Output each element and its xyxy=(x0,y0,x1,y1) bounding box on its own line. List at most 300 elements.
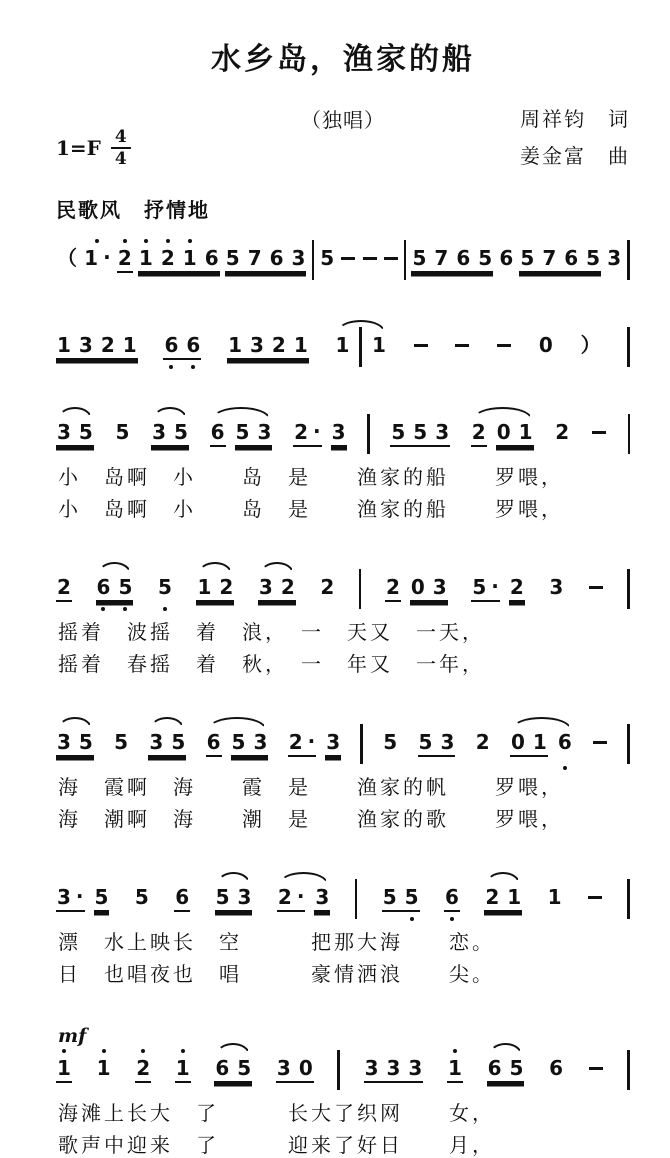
note xyxy=(183,247,197,269)
slur-arc xyxy=(260,562,294,574)
beam xyxy=(519,247,601,273)
beam xyxy=(56,247,78,269)
note-text: 6 xyxy=(269,246,284,270)
note-group xyxy=(498,247,514,269)
note-group xyxy=(225,247,307,273)
beam xyxy=(548,1057,564,1079)
meta-row xyxy=(56,102,630,176)
lyric-line: 小 岛啊 小 岛 是 渔家的船 罗喂， xyxy=(58,467,564,489)
barline xyxy=(359,569,362,609)
score xyxy=(56,231,630,1158)
note-text: 3 xyxy=(57,885,71,909)
note-group xyxy=(138,247,220,273)
note-text: 5 xyxy=(383,730,398,754)
beam xyxy=(580,334,602,356)
note xyxy=(472,421,486,443)
beam xyxy=(383,247,399,260)
beam xyxy=(196,576,234,602)
note xyxy=(278,886,305,908)
note-text: 5 xyxy=(114,730,129,754)
beam xyxy=(498,247,514,269)
lyricist-credit: 周祥钧 词 xyxy=(520,109,630,131)
beam xyxy=(410,576,448,602)
note-text: 2 xyxy=(509,575,524,599)
note-text: 6 xyxy=(164,333,179,357)
note xyxy=(478,247,492,269)
note-group xyxy=(383,247,399,260)
beam xyxy=(606,247,622,269)
note-text: 6 xyxy=(564,246,579,270)
note xyxy=(237,1057,251,1079)
beam xyxy=(471,576,500,602)
note-text: 1 xyxy=(182,246,197,270)
beam xyxy=(225,247,307,273)
beam xyxy=(277,886,306,912)
note-text: 5 xyxy=(235,420,250,444)
beam xyxy=(371,334,387,367)
note xyxy=(372,334,386,367)
note-row xyxy=(56,318,630,367)
note-text: 3 xyxy=(57,420,71,444)
beam xyxy=(276,1057,314,1083)
note xyxy=(250,334,264,356)
beam xyxy=(487,1057,525,1083)
note xyxy=(226,247,240,269)
dynamic-marking: mf xyxy=(58,1025,87,1047)
note-text: 3 xyxy=(364,1056,379,1080)
time-signature-denominator: 4 xyxy=(111,147,131,168)
note-text: 2 xyxy=(277,885,292,909)
note xyxy=(57,886,84,908)
note-text: 2 xyxy=(555,420,570,444)
upper-octave-dot xyxy=(95,239,99,243)
note-group xyxy=(510,731,573,757)
slur-arc xyxy=(473,407,532,419)
note xyxy=(510,1057,524,1079)
upper-octave-dot xyxy=(188,239,192,243)
note-group xyxy=(475,731,491,753)
note-group xyxy=(56,334,138,360)
note-group xyxy=(206,731,269,757)
note-text: 6 xyxy=(206,730,221,754)
beam xyxy=(557,731,573,757)
note xyxy=(197,576,211,598)
note-group xyxy=(588,1057,604,1070)
note xyxy=(542,247,556,269)
beam xyxy=(385,576,401,602)
note-text: 2 xyxy=(280,575,295,599)
barline xyxy=(337,1050,340,1090)
music-system xyxy=(56,715,630,832)
note-text: 1 xyxy=(448,1056,462,1080)
note xyxy=(472,576,499,598)
beam xyxy=(364,1057,424,1083)
beam xyxy=(113,731,129,753)
beam xyxy=(325,731,341,757)
note-text: 1 xyxy=(507,885,522,909)
note-text: 1 xyxy=(57,1056,71,1080)
note xyxy=(405,886,419,908)
note-group xyxy=(548,1057,564,1079)
note-group xyxy=(496,334,512,347)
note-group xyxy=(547,886,563,908)
note-text: 3 xyxy=(440,730,455,754)
duration-dash xyxy=(589,586,603,589)
note xyxy=(445,886,459,908)
beam xyxy=(206,731,222,757)
lower-octave-dot xyxy=(169,365,173,369)
beam xyxy=(231,731,269,757)
beam xyxy=(588,576,604,589)
upper-octave-dot xyxy=(166,239,170,243)
note-text: 7 xyxy=(542,246,557,270)
note-text: 6 xyxy=(557,730,572,754)
beam xyxy=(548,576,564,598)
note-text: 6 xyxy=(204,246,219,270)
beam xyxy=(135,1057,151,1083)
note-text: 2 xyxy=(100,333,115,357)
note xyxy=(549,576,563,598)
note-group xyxy=(411,247,493,273)
upper-octave-dot xyxy=(144,239,148,243)
duration-dash xyxy=(455,344,469,347)
note xyxy=(118,576,132,598)
note xyxy=(511,731,525,753)
beam xyxy=(418,731,456,757)
note-text: 5 xyxy=(115,420,130,444)
lower-octave-dot xyxy=(101,607,105,611)
note-group xyxy=(196,576,234,602)
note xyxy=(228,334,242,356)
note-text: 0 xyxy=(538,333,553,357)
note xyxy=(57,731,71,753)
note-text: 1 xyxy=(197,575,212,599)
note xyxy=(79,334,93,356)
note-group xyxy=(148,731,186,757)
note xyxy=(123,334,137,356)
note xyxy=(336,334,350,367)
beam xyxy=(314,886,330,912)
note xyxy=(564,247,578,269)
note xyxy=(507,886,521,908)
note-group xyxy=(606,247,622,269)
note-row xyxy=(56,870,630,919)
note-group xyxy=(385,576,448,602)
barline xyxy=(628,414,631,454)
note-text: 5 xyxy=(237,1056,252,1080)
note-text: 5 xyxy=(157,575,172,599)
note xyxy=(294,421,321,443)
note-text: 1 xyxy=(228,333,242,357)
note xyxy=(253,731,267,753)
note-text: 2 xyxy=(475,730,490,754)
note xyxy=(332,421,346,443)
note-text: 3 xyxy=(432,575,447,599)
beam xyxy=(56,576,72,602)
note-text: 3 xyxy=(253,730,268,754)
note-text: 3 xyxy=(152,420,167,444)
barline xyxy=(627,569,630,609)
note-text: 6 xyxy=(499,246,514,270)
note-group xyxy=(382,886,420,912)
slur-arc xyxy=(216,1043,250,1055)
slur-arc xyxy=(512,717,571,729)
upper-octave-dot xyxy=(141,1049,145,1053)
barline xyxy=(627,1050,630,1090)
note-group xyxy=(163,334,201,360)
note xyxy=(171,731,185,753)
note-group xyxy=(210,421,273,447)
music-system xyxy=(56,1025,630,1158)
beam xyxy=(413,334,429,347)
note-group xyxy=(471,421,534,447)
note-text: 5 xyxy=(231,730,246,754)
credits xyxy=(520,102,630,176)
note-text: 5 xyxy=(418,730,433,754)
note-text: 5 xyxy=(586,246,601,270)
beam xyxy=(56,731,94,757)
note-group xyxy=(319,247,335,269)
note-group xyxy=(340,247,356,260)
note xyxy=(386,576,400,598)
note-text: 1 xyxy=(547,885,562,909)
augmentation-dot: · xyxy=(307,729,316,753)
note xyxy=(476,731,490,753)
beam xyxy=(56,421,94,447)
note-row xyxy=(56,405,630,454)
beam xyxy=(235,421,273,447)
note-text: 6 xyxy=(96,575,111,599)
music-system xyxy=(56,560,630,677)
duration-dash xyxy=(588,896,602,899)
barline xyxy=(627,879,630,919)
note-text: 0 xyxy=(410,575,425,599)
lower-octave-dot xyxy=(163,607,167,611)
note-text: 5 xyxy=(174,420,188,444)
barline xyxy=(359,327,362,367)
note xyxy=(205,247,219,269)
note xyxy=(270,247,284,269)
music-system xyxy=(56,318,630,367)
note-text: 7 xyxy=(434,246,449,270)
beam xyxy=(96,1057,112,1079)
note xyxy=(236,421,250,443)
barline xyxy=(312,240,315,280)
slur-arc xyxy=(337,320,385,332)
note-text: 3 xyxy=(549,575,564,599)
note-group xyxy=(454,334,470,347)
note-text: 3 xyxy=(149,730,164,754)
key-signature xyxy=(56,120,131,176)
note-group xyxy=(554,421,570,443)
upper-octave-dot xyxy=(102,1049,106,1053)
beam xyxy=(382,731,398,753)
beam xyxy=(471,421,487,447)
music-system xyxy=(56,231,630,280)
lyric-line: 海 霞啊 海 霞 是 渔家的帆 罗喂， xyxy=(58,777,564,799)
note xyxy=(520,247,534,269)
note-group xyxy=(56,731,94,757)
note-text: 2 xyxy=(57,575,71,599)
note-group xyxy=(115,421,131,443)
note xyxy=(97,576,111,598)
note xyxy=(558,731,572,757)
lyric-line: 漂 水上映长 空 把那大海 恋。 xyxy=(58,932,495,954)
lyric-line: 歌声中迎来 了 迎来了好日 月， xyxy=(58,1135,495,1157)
beam xyxy=(510,731,548,757)
note xyxy=(485,886,499,908)
note-group xyxy=(487,1057,525,1083)
note-group xyxy=(134,886,150,908)
note xyxy=(320,247,334,269)
beam xyxy=(163,334,201,360)
note xyxy=(548,886,562,908)
beam xyxy=(319,247,335,269)
note-group xyxy=(56,1057,72,1083)
beam xyxy=(454,334,470,347)
note-text: 5 xyxy=(215,885,230,909)
note xyxy=(326,731,340,753)
note-group xyxy=(117,247,133,273)
note-text: 0 xyxy=(298,1056,313,1080)
note-text: 6 xyxy=(215,1056,230,1080)
slur-arc xyxy=(98,562,132,574)
note xyxy=(79,731,93,753)
note xyxy=(174,421,188,443)
note-text: 1 xyxy=(57,333,71,357)
note xyxy=(412,247,426,269)
note-group xyxy=(587,886,603,899)
beam xyxy=(94,886,110,912)
note-text: 3 xyxy=(258,575,273,599)
note-group xyxy=(447,1057,463,1083)
note-group xyxy=(276,1057,314,1083)
note xyxy=(456,247,470,269)
note-group xyxy=(157,576,173,598)
note-text: （ xyxy=(57,246,77,270)
note-text: 3 xyxy=(78,333,93,357)
note xyxy=(434,247,448,269)
beam xyxy=(258,576,296,602)
note-text: 2 xyxy=(471,420,486,444)
note xyxy=(533,731,547,753)
note-group xyxy=(471,576,524,602)
slur-arc xyxy=(58,407,92,419)
note xyxy=(510,576,524,598)
note-text: 6 xyxy=(210,420,225,444)
note-group xyxy=(135,1057,151,1083)
augmentation-dot: · xyxy=(491,574,499,598)
note xyxy=(315,886,329,908)
note xyxy=(95,886,109,908)
note-text: 5 xyxy=(382,885,397,909)
note-group xyxy=(362,247,378,260)
lyric-line: 摇着 春摇 着 秋， 一 年又 一年， xyxy=(58,654,485,676)
note-group xyxy=(175,1057,191,1083)
note xyxy=(101,334,115,356)
note xyxy=(114,731,128,753)
barline xyxy=(627,327,630,367)
note-group xyxy=(113,731,129,753)
note xyxy=(435,421,449,443)
beam xyxy=(331,421,347,447)
note-text: 5 xyxy=(412,246,427,270)
note xyxy=(238,886,252,908)
note-group xyxy=(335,334,387,367)
note xyxy=(383,886,397,908)
note xyxy=(365,1057,379,1079)
note xyxy=(320,576,334,598)
note-text: 3 xyxy=(435,420,450,444)
note-text: 6 xyxy=(487,1056,502,1080)
note-text: 3 xyxy=(315,885,330,909)
note-group xyxy=(215,886,253,912)
note xyxy=(211,421,225,443)
duration-dash xyxy=(384,257,398,260)
note-text: ） xyxy=(580,333,601,357)
note-group xyxy=(56,576,72,602)
note-group xyxy=(591,421,607,434)
note xyxy=(135,886,149,908)
note-text: 3 xyxy=(408,1056,423,1080)
note xyxy=(257,421,271,443)
slur-arc xyxy=(486,872,520,884)
time-signature-numerator: 4 xyxy=(114,127,127,147)
note xyxy=(586,247,600,269)
note xyxy=(152,421,166,443)
note xyxy=(497,421,511,443)
note-text: 2 xyxy=(160,246,175,270)
barline xyxy=(627,240,630,280)
note xyxy=(433,576,447,598)
time-signature xyxy=(111,128,131,168)
duration-dash xyxy=(592,431,606,434)
note xyxy=(272,334,286,356)
note xyxy=(519,421,533,443)
beam xyxy=(56,334,138,360)
note-group xyxy=(174,886,190,912)
note xyxy=(391,421,405,443)
note-text: 5 xyxy=(134,885,149,909)
note-text: 2 xyxy=(385,575,400,599)
beam xyxy=(554,421,570,443)
note-group xyxy=(56,886,109,912)
note-text: 5 xyxy=(78,420,93,444)
music-system xyxy=(56,870,630,987)
beam xyxy=(496,334,512,347)
beam xyxy=(382,886,420,912)
note-group xyxy=(56,421,94,447)
note-group xyxy=(96,576,134,602)
note-text: 1 xyxy=(371,333,386,357)
note-group xyxy=(364,1057,424,1083)
note xyxy=(215,1057,229,1079)
slur-arc xyxy=(150,717,184,729)
note-group xyxy=(277,886,330,912)
upper-octave-dot xyxy=(181,1049,185,1053)
beam xyxy=(210,421,226,447)
beam xyxy=(214,1057,252,1083)
note xyxy=(161,247,175,269)
beam xyxy=(56,886,85,912)
note-text: 5 xyxy=(94,885,109,909)
note-row xyxy=(56,231,630,280)
slur-arc xyxy=(217,872,251,884)
duration-dash xyxy=(341,257,355,260)
duration-dash xyxy=(414,344,428,347)
note-text: 6 xyxy=(456,246,471,270)
note xyxy=(176,1057,190,1079)
